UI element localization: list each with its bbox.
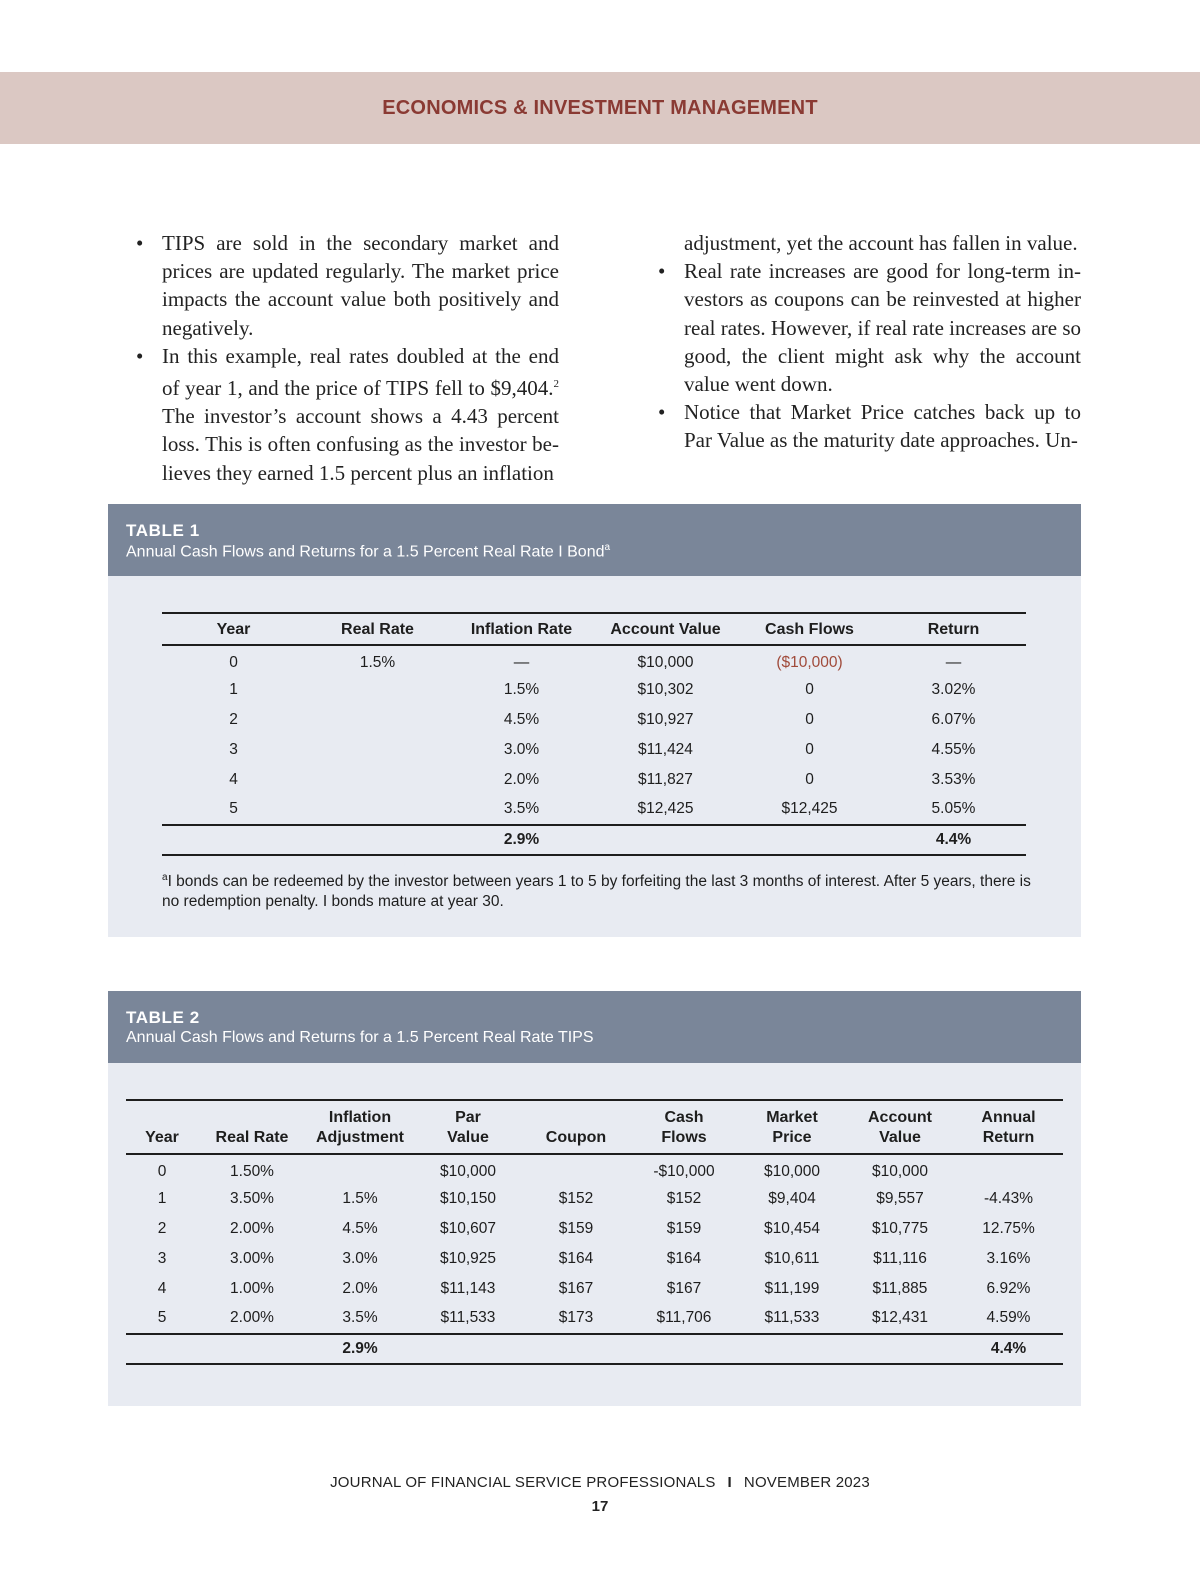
- table-cell: [305, 765, 450, 795]
- table-cell: [846, 1334, 954, 1364]
- table-cell: $167: [666, 1280, 702, 1297]
- bullet-item: • TIPS are sold in the secondary market and prices are updated regularly. The market price impacts the account value both positively and negatively.: [162, 229, 559, 342]
- footnote-text: I bonds can be redeemed by the investor between years 1 to 5 by forfeiting the last 3 months of interest. After 5 years, there is no redemption penalty. I bonds mature at year 30.: [162, 873, 1031, 911]
- table-cell: 0: [805, 771, 814, 788]
- table-cell: $10,000: [637, 653, 694, 671]
- table-1-caption: [126, 542, 1063, 561]
- issue-date: NOVEMBER 2023: [743, 1474, 870, 1491]
- table-cell: 4.5%: [342, 1220, 378, 1237]
- table-2-header: [108, 991, 1081, 1063]
- table-cell: $11,199: [764, 1280, 820, 1297]
- table-1-caption-text: Annual Cash Flows and Returns for a 1.5 Percent Real Rate I Bond: [126, 543, 605, 561]
- table-cell: 0: [805, 711, 814, 728]
- table-cell: 0: [805, 681, 814, 698]
- column-header: Inflation Adjustment: [306, 1100, 414, 1154]
- table-cell: $152: [558, 1190, 594, 1207]
- table-row: [126, 1184, 1063, 1214]
- footnote-mark: a: [162, 872, 168, 883]
- column-header: Market Price: [738, 1100, 846, 1154]
- table-cell: -4.43%: [983, 1190, 1034, 1207]
- table-cell: 5: [157, 1308, 167, 1326]
- bullet-item: • Real rate increases are good for long-term investors as coupons can be reinvested at higher real rates. However, if real rate increases are so good, the client might ask why the account value went down.: [684, 257, 1081, 398]
- table-cell: 0: [157, 1162, 167, 1180]
- table-cell: [305, 675, 450, 705]
- table-cell: [305, 735, 450, 765]
- table-1-footnote: [162, 868, 1032, 912]
- column-header: Annual Return: [954, 1100, 1063, 1154]
- table-row: [126, 1304, 1063, 1334]
- table-cell: 1: [229, 681, 238, 698]
- table-cell: $11,116: [873, 1250, 927, 1267]
- table-cell: [198, 1334, 306, 1364]
- table-cell: 6.07%: [931, 711, 976, 728]
- table-2-label: TABLE 2: [126, 1008, 200, 1027]
- table-cell: —: [513, 653, 530, 671]
- table-row: [162, 765, 1026, 795]
- table-cell: —: [945, 653, 962, 671]
- table-cell: [738, 825, 881, 855]
- section-header-band: [0, 72, 1200, 144]
- table-cell: 12.75%: [982, 1220, 1035, 1237]
- table-cell: $10,775: [871, 1220, 929, 1237]
- bullet-item: • Notice that Market Price catches back up to Par Value as the maturity date approaches. Un-: [684, 398, 1081, 454]
- table-cell: 4: [229, 771, 238, 788]
- body-column-left: [162, 229, 559, 487]
- table-cell: 2.9%: [450, 825, 593, 855]
- table-cell: $11,533: [440, 1308, 496, 1326]
- column-header: Cash Flows: [630, 1100, 738, 1154]
- table-cell: 2.00%: [230, 1308, 274, 1326]
- table-cell: $11,827: [638, 771, 693, 788]
- table-cell: [305, 825, 450, 855]
- table-cell: $167: [558, 1280, 594, 1297]
- table-cell: $11,424: [638, 741, 693, 758]
- table-cell: 2: [157, 1220, 167, 1237]
- table-row: [162, 735, 1026, 765]
- body-column-right: [684, 229, 1081, 455]
- table-row: [162, 795, 1026, 825]
- bullet-item: [162, 342, 559, 487]
- column-header: Par Value: [414, 1100, 522, 1154]
- table-cell: 2: [229, 711, 238, 728]
- footnote-ref: 2: [553, 378, 559, 391]
- footer: [0, 1474, 1200, 1491]
- bullet-text: In this example, real rates doubled at the end of year 1, and the price of TIPS fell to $9,404.: [162, 343, 559, 401]
- table-cell: -$10,000: [653, 1162, 715, 1180]
- table-1-header: [108, 504, 1081, 576]
- table-cell: $10,150: [439, 1190, 497, 1207]
- table-cell: 4.4%: [881, 825, 1026, 855]
- table-cell: $164: [666, 1250, 702, 1267]
- table-total-row: [162, 825, 1026, 855]
- table-cell: $10,611: [764, 1250, 820, 1267]
- table-cell: [630, 1334, 738, 1364]
- table-cell: 4.59%: [986, 1308, 1031, 1326]
- bullet-text: The investor’s account shows a 4.43 percent loss. This is often confusing as the investor believes they earned 1.5 percent plus an inflation: [162, 404, 559, 485]
- table-2-caption: Annual Cash Flows and Returns for a 1.5 Percent Real Rate TIPS: [126, 1029, 594, 1046]
- table-cell: 1.5%: [359, 653, 396, 671]
- table-cell: $159: [558, 1220, 594, 1237]
- table-cell: [522, 1334, 630, 1364]
- table-cell: 3.02%: [931, 681, 976, 698]
- table-cell: $10,000: [763, 1162, 821, 1180]
- table-cell: 5: [229, 799, 238, 817]
- column-header: Coupon: [522, 1100, 630, 1154]
- table-2: [126, 1099, 1063, 1365]
- table-cell: $159: [666, 1220, 702, 1237]
- table-cell: 3.16%: [986, 1250, 1031, 1267]
- table-cell: ($10,000): [776, 653, 843, 671]
- table-cell: [954, 1154, 1063, 1184]
- table-cell: [306, 1154, 414, 1184]
- table-header-row: [126, 1100, 1063, 1154]
- continued-text: adjustment, yet the account has fallen in value.: [684, 231, 1078, 255]
- table-row: [126, 1244, 1063, 1274]
- table-1-caption-note: a: [604, 542, 611, 553]
- table-cell: 2.00%: [230, 1220, 274, 1237]
- column-header: Real Rate: [305, 613, 450, 645]
- table-cell: $12,431: [871, 1308, 929, 1326]
- table-cell: 3.5%: [503, 799, 540, 817]
- table-cell: 3.0%: [503, 741, 540, 758]
- table-row: [126, 1274, 1063, 1304]
- table-total-row: [126, 1334, 1063, 1364]
- column-header: Account Value: [593, 613, 738, 645]
- table-cell: $11,706: [656, 1308, 712, 1326]
- column-header: Return: [881, 613, 1026, 645]
- column-header: Cash Flows: [738, 613, 881, 645]
- table-1-label: TABLE 1: [126, 521, 200, 540]
- table-cell: 6.92%: [986, 1280, 1031, 1297]
- table-cell: 1.50%: [230, 1162, 274, 1180]
- column-header: Inflation Rate: [450, 613, 593, 645]
- table-2-box: [108, 991, 1081, 1406]
- table-cell: 0: [229, 653, 238, 671]
- table-row: [126, 1154, 1063, 1184]
- table-cell: $10,927: [637, 711, 694, 728]
- table-cell: 3.53%: [931, 771, 976, 788]
- table-cell: $152: [666, 1190, 702, 1207]
- table-cell: 2.9%: [306, 1334, 414, 1364]
- table-cell: $12,425: [781, 799, 838, 817]
- table-cell: 1: [157, 1190, 167, 1207]
- table-cell: $9,557: [876, 1190, 924, 1207]
- table-cell: 4.5%: [503, 711, 540, 728]
- table-cell: 3: [229, 741, 238, 758]
- table-row: [162, 675, 1026, 705]
- table-cell: $12,425: [637, 799, 694, 817]
- table-cell: $10,925: [439, 1250, 497, 1267]
- table-cell: $11,143: [440, 1280, 496, 1297]
- table-cell: 3.5%: [342, 1308, 378, 1326]
- table-1: [162, 612, 1026, 856]
- page-number: 17: [591, 1498, 609, 1515]
- table-cell: $10,000: [439, 1162, 497, 1180]
- table-cell: $9,404: [768, 1190, 816, 1207]
- table-cell: [522, 1154, 630, 1184]
- table-row: [162, 645, 1026, 675]
- table-cell: $10,454: [763, 1220, 821, 1237]
- table-cell: 0: [805, 741, 814, 758]
- table-cell: 3.0%: [342, 1250, 378, 1267]
- column-header: Year: [162, 613, 305, 645]
- table-cell: 3.00%: [230, 1250, 274, 1267]
- table-cell: 2.0%: [342, 1280, 378, 1297]
- section-title: ECONOMICS & INVESTMENT MANAGEMENT: [382, 96, 818, 119]
- table-cell: 4.4%: [954, 1334, 1063, 1364]
- table-cell: [305, 795, 450, 825]
- footer-separator: I: [727, 1474, 732, 1491]
- table-cell: [414, 1334, 522, 1364]
- table-header-row: [162, 613, 1026, 645]
- table-cell: $10,000: [871, 1162, 929, 1180]
- table-cell: 1.00%: [230, 1280, 274, 1297]
- table-row: [162, 705, 1026, 735]
- journal-name: JOURNAL OF FINANCIAL SERVICE PROFESSIONALS: [330, 1474, 716, 1491]
- table-cell: $11,533: [764, 1308, 820, 1326]
- table-cell: 2.0%: [503, 771, 540, 788]
- table-cell: $10,607: [439, 1220, 497, 1237]
- column-header: Year: [126, 1100, 198, 1154]
- table-cell: [162, 825, 305, 855]
- table-cell: $173: [558, 1308, 594, 1326]
- column-header: Real Rate: [198, 1100, 306, 1154]
- table-cell: 1.5%: [342, 1190, 378, 1207]
- table-cell: [305, 705, 450, 735]
- table-row: [126, 1214, 1063, 1244]
- table-cell: $164: [558, 1250, 594, 1267]
- table-cell: [593, 825, 738, 855]
- table-cell: 5.05%: [931, 799, 976, 817]
- table-cell: 3: [157, 1250, 167, 1267]
- table-cell: [738, 1334, 846, 1364]
- table-cell: $10,302: [637, 681, 694, 698]
- column-header: Account Value: [846, 1100, 954, 1154]
- table-cell: [126, 1334, 198, 1364]
- table-cell: $11,885: [872, 1280, 928, 1297]
- table-cell: 1.5%: [503, 681, 540, 698]
- table-cell: 4.55%: [931, 741, 976, 758]
- table-cell: 3.50%: [230, 1190, 274, 1207]
- table-1-box: [108, 504, 1081, 937]
- table-cell: 4: [157, 1280, 167, 1297]
